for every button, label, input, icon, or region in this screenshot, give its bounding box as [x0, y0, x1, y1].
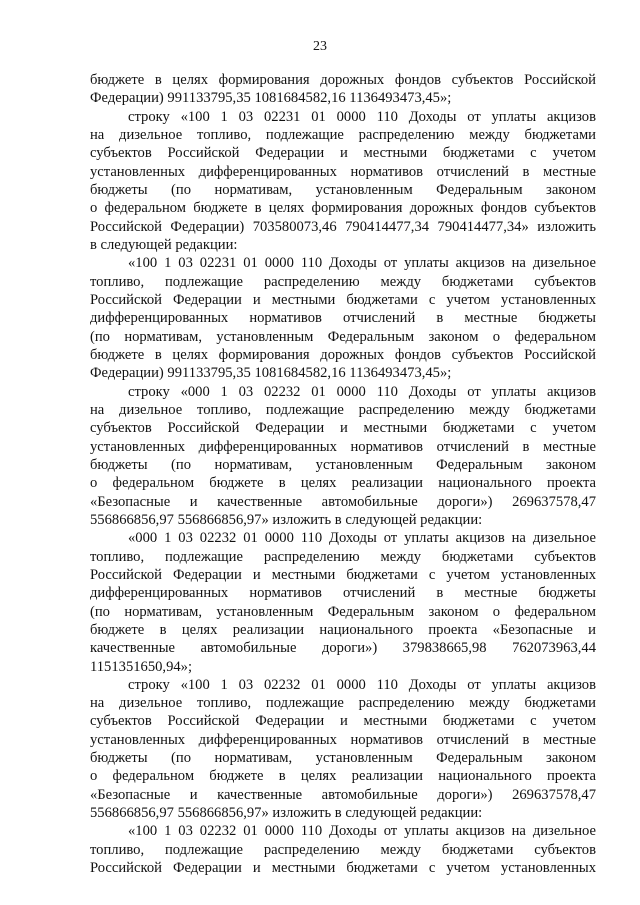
text-line: бюджеты (по нормативам, установленным Федеральным законом — [90, 181, 596, 198]
text-line: 556866856,97 556866856,97» изложить в следующей редакции: — [90, 805, 483, 822]
text-line: субъектов Российской Федерации и местными бюджетами с учетом — [90, 420, 596, 437]
text-line: строку «000 1 03 02232 01 0000 110 Доходы от уплаты акцизов — [128, 383, 596, 400]
text-line: дифференцированных нормативов отчислений в местные бюджеты — [90, 310, 596, 327]
text-line: субъектов Российской Федерации и местными бюджетами с учетом — [90, 713, 596, 730]
text-line: в следующей редакции: — [90, 236, 238, 253]
text-line: Российской Федерации и местными бюджетами с учетом установленных — [90, 566, 596, 583]
text-line: установленных дифференцированных нормативов отчислений в местные — [90, 163, 596, 180]
text-line: качественные автомобильные дороги») 379838665,98 762073963,44 — [90, 640, 596, 657]
page-number: 23 — [313, 39, 327, 54]
text-line: строку «100 1 03 02232 01 0000 110 Доходы от уплаты акцизов — [128, 676, 596, 693]
text-line: дифференцированных нормативов отчислений в местные бюджеты — [90, 585, 596, 602]
text-line: установленных дифференцированных нормативов отчислений в местные — [90, 731, 596, 748]
body-text — [90, 71, 596, 877]
text-line: «Безопасные и качественные автомобильные дороги») 269637578,47 — [90, 493, 596, 510]
text-line: о федеральном бюджете в целях реализации национального проекта — [90, 475, 596, 492]
text-line: субъектов Российской Федерации и местными бюджетами с учетом — [90, 145, 596, 162]
text-line: бюджете в целях формирования дорожных фондов субъектов Российской — [90, 346, 596, 363]
text-line: бюджеты (по нормативам, установленным Федеральным законом — [90, 750, 596, 767]
text-line: бюджеты (по нормативам, установленным Федеральным законом — [90, 456, 596, 473]
text-line: строку «100 1 03 02231 01 0000 110 Доходы от уплаты акцизов — [128, 108, 596, 125]
text-line: Федерации) 991133795,35 1081684582,16 1136493473,45»; — [90, 90, 452, 107]
text-line: 556866856,97 556866856,97» изложить в следующей редакции: — [90, 511, 483, 528]
text-line: «100 1 03 02232 01 0000 110 Доходы от уплаты акцизов на дизельное — [128, 823, 596, 840]
text-line: на дизельное топливо, подлежащие распределению между бюджетами — [90, 401, 596, 418]
text-line: бюджете в целях реализации национального проекта «Безопасные и — [90, 621, 596, 638]
text-line: на дизельное топливо, подлежащие распределению между бюджетами — [90, 126, 596, 143]
text-line: «Безопасные и качественные автомобильные дороги») 269637578,47 — [90, 786, 596, 803]
text-line: «100 1 03 02231 01 0000 110 Доходы от уплаты акцизов на дизельное — [128, 255, 596, 272]
text-line: топливо, подлежащие распределению между бюджетами субъектов — [90, 841, 596, 858]
text-line: Российской Федерации и местными бюджетами с учетом установленных — [90, 860, 596, 877]
text-line: Российской Федерации) 703580073,46 790414477,34 790414477,34» изложить — [90, 218, 596, 235]
text-line: Федерации) 991133795,35 1081684582,16 1136493473,45»; — [90, 365, 452, 382]
text-line: (по нормативам, установленным Федеральным законом о федеральном — [90, 328, 596, 345]
text-line: «000 1 03 02232 01 0000 110 Доходы от уплаты акцизов на дизельное — [128, 530, 596, 547]
text-line: бюджете в целях формирования дорожных фондов субъектов Российской — [90, 72, 596, 88]
text-line: топливо, подлежащие распределению между бюджетами субъектов — [90, 548, 596, 565]
text-line: установленных дифференцированных нормативов отчислений в местные — [90, 438, 596, 455]
text-line: на дизельное топливо, подлежащие распределению между бюджетами — [90, 695, 596, 712]
text-line: о федеральном бюджете в целях реализации национального проекта — [90, 768, 596, 785]
text-line: (по нормативам, установленным Федеральным законом о федеральном — [90, 603, 596, 620]
text-line: 1151351650,94»; — [90, 658, 193, 675]
text-line: топливо, подлежащие распределению между бюджетами субъектов — [90, 273, 596, 290]
text-line: о федеральном бюджете в целях формирования дорожных фондов субъектов — [90, 200, 596, 217]
text-line: Российской Федерации и местными бюджетами с учетом установленных — [90, 291, 596, 308]
